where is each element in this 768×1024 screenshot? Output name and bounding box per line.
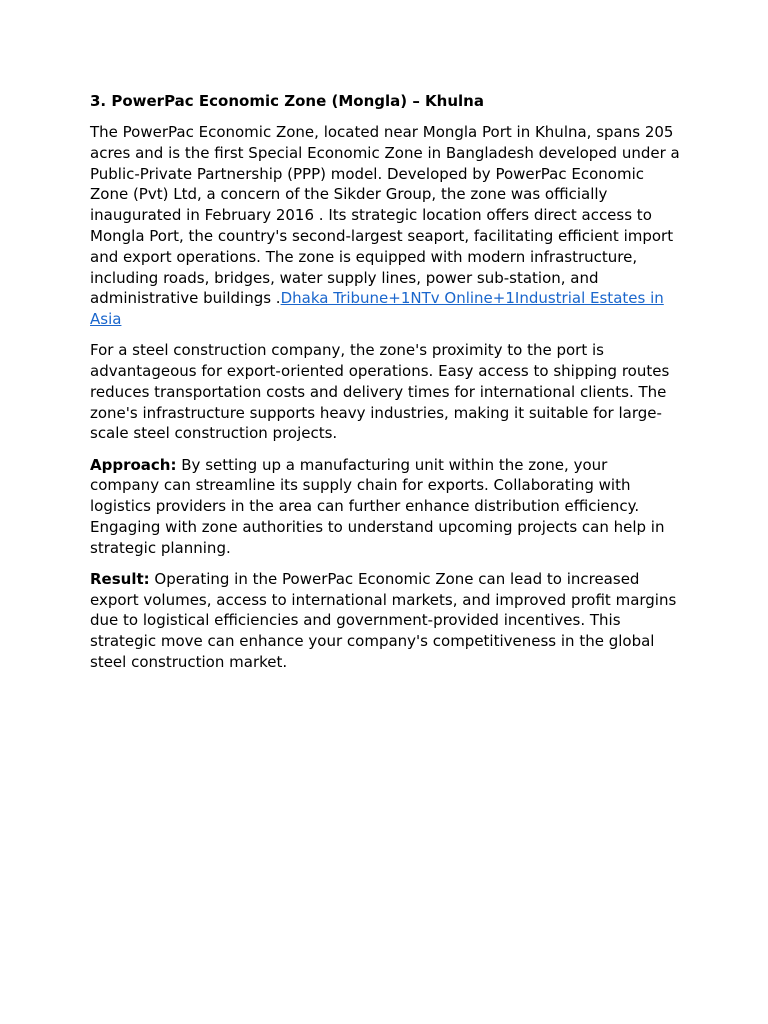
intro-text: The PowerPac Economic Zone, located near Mongla Port in Khulna, spans 205 acres and is the first Special Economic Zone in Bangladesh developed under a Public-Private Partnership (PPP) model. Developed by PowerPac Economic Zone (Pvt) Ltd, a concern of the Sikder Group, the zone was officially inaugurated in February 2016 . Its strategic location offers direct access to Mongla Port, the country's second-largest seaport, facilitating efficient import and export operations. The zone is equipped with modern infrastructure, including roads, bridges, water supply lines, power sub-station, and administrative buildings . bbox=[90, 123, 680, 308]
result-text: Operating in the PowerPac Economic Zone can lead to increased export volumes, access to international markets, and improved profit margins due to logistical efficiencies and government-provided incentives. This strategic move can enhance your company's competitiveness in the global steel construction market. bbox=[90, 569, 677, 672]
section-heading: 3. PowerPac Economic Zone (Mongla) – Khulna bbox=[90, 92, 484, 110]
approach-paragraph bbox=[90, 455, 680, 559]
approach-text: By setting up a manufacturing unit within the zone, your company can streamline its supply chain for exports. Collaborating with logistics providers in the area can further enhance distribution efficiency. Engaging with zone authorities to understand upcoming projects can help in strategic planning. bbox=[90, 455, 665, 557]
source-link[interactable]: Dhaka Tribune+1NTv Online+1Industrial Estates in Asia bbox=[90, 289, 664, 329]
result-label: Result: bbox=[90, 569, 150, 588]
steel-paragraph: For a steel construction company, the zone's proximity to the port is advantageous for export-oriented operations. Easy access to shipping routes reduces transportation costs and delivery times for international clients. The zone's infrastructure supports heavy industries, making it suitable for large-scale steel construction projects. bbox=[90, 341, 670, 443]
approach-label: Approach: bbox=[90, 455, 177, 474]
intro-paragraph bbox=[90, 122, 680, 330]
document-page bbox=[90, 90, 680, 683]
result-paragraph bbox=[90, 569, 680, 673]
